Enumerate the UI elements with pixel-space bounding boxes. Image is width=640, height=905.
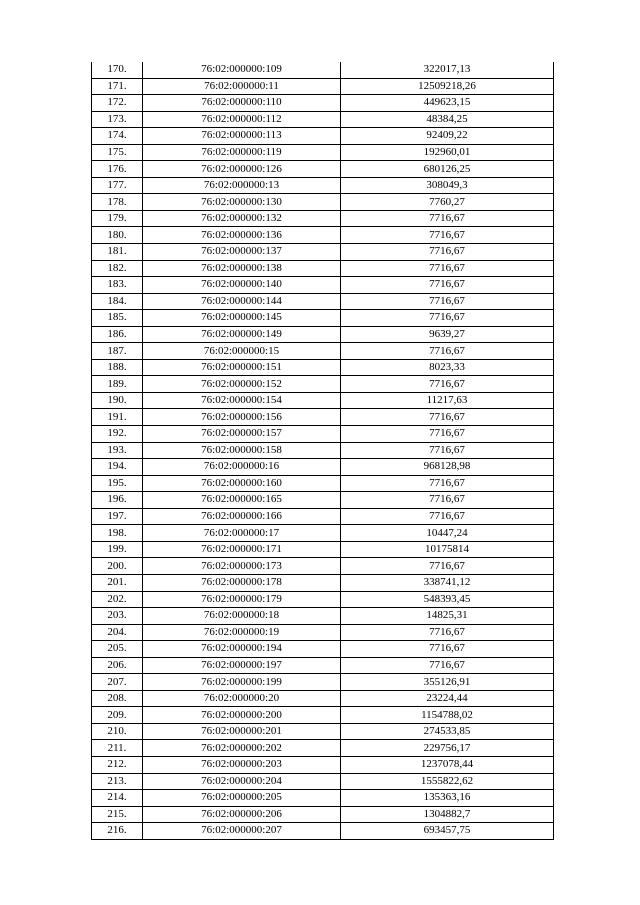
table-row	[92, 144, 554, 161]
cadastral-number-cell: 76:02:000000:203	[143, 756, 341, 773]
cadastral-number-cell: 76:02:000000:200	[143, 707, 341, 724]
cadastral-value-cell: 7716,67	[341, 244, 554, 261]
row-number-cell: 199.	[92, 541, 143, 558]
row-number-cell: 173.	[92, 111, 143, 128]
cadastral-number-cell: 76:02:000000:160	[143, 475, 341, 492]
cadastral-value-cell: 10175814	[341, 541, 554, 558]
cadastral-value-cell: 7716,67	[341, 277, 554, 294]
row-number-cell: 183.	[92, 277, 143, 294]
row-number-cell: 210.	[92, 723, 143, 740]
row-number-cell: 198.	[92, 525, 143, 542]
row-number-cell: 187.	[92, 343, 143, 360]
cadastral-number-cell: 76:02:000000:149	[143, 326, 341, 343]
table-row	[92, 492, 554, 509]
cadastral-number-cell: 76:02:000000:19	[143, 624, 341, 641]
row-number-cell: 180.	[92, 227, 143, 244]
cadastral-number-cell: 76:02:000000:119	[143, 144, 341, 161]
cadastral-number-cell: 76:02:000000:126	[143, 161, 341, 178]
cadastral-value-cell: 11217,63	[341, 392, 554, 409]
cadastral-value-cell: 7716,67	[341, 508, 554, 525]
cadastral-value-cell: 8023,33	[341, 359, 554, 376]
cadastral-number-cell: 76:02:000000:112	[143, 111, 341, 128]
row-number-cell: 190.	[92, 392, 143, 409]
table-row	[92, 376, 554, 393]
table-row	[92, 310, 554, 327]
row-number-cell: 203.	[92, 608, 143, 625]
cadastral-number-cell: 76:02:000000:20	[143, 690, 341, 707]
row-number-cell: 206.	[92, 657, 143, 674]
table-row	[92, 591, 554, 608]
table-row	[92, 194, 554, 211]
cadastral-value-cell: 7716,67	[341, 310, 554, 327]
row-number-cell: 193.	[92, 442, 143, 459]
table-row	[92, 641, 554, 658]
table-body	[92, 62, 554, 839]
cadastral-number-cell: 76:02:000000:13	[143, 177, 341, 194]
cadastral-value-cell: 680126,25	[341, 161, 554, 178]
row-number-cell: 176.	[92, 161, 143, 178]
cadastral-value-cell: 14825,31	[341, 608, 554, 625]
row-number-cell: 207.	[92, 674, 143, 691]
cadastral-number-cell: 76:02:000000:132	[143, 210, 341, 227]
cadastral-value-cell: 7716,67	[341, 641, 554, 658]
cadastral-value-cell: 338741,12	[341, 574, 554, 591]
table-row	[92, 806, 554, 823]
cadastral-number-cell: 76:02:000000:178	[143, 574, 341, 591]
table-row	[92, 475, 554, 492]
row-number-cell: 171.	[92, 78, 143, 95]
cadastral-number-cell: 76:02:000000:179	[143, 591, 341, 608]
table-row	[92, 260, 554, 277]
cadastral-value-cell: 1304882,7	[341, 806, 554, 823]
cadastral-value-cell: 1237078,44	[341, 756, 554, 773]
table-row	[92, 608, 554, 625]
cadastral-number-cell: 76:02:000000:199	[143, 674, 341, 691]
table-row	[92, 62, 554, 78]
cadastral-value-cell: 7716,67	[341, 657, 554, 674]
row-number-cell: 194.	[92, 459, 143, 476]
cadastral-number-cell: 76:02:000000:202	[143, 740, 341, 757]
cadastral-number-cell: 76:02:000000:171	[143, 541, 341, 558]
cadastral-number-cell: 76:02:000000:154	[143, 392, 341, 409]
cadastral-number-cell: 76:02:000000:152	[143, 376, 341, 393]
cadastral-value-cell: 7716,67	[341, 426, 554, 443]
cadastral-number-cell: 76:02:000000:166	[143, 508, 341, 525]
cadastral-number-cell: 76:02:000000:136	[143, 227, 341, 244]
cadastral-number-cell: 76:02:000000:16	[143, 459, 341, 476]
row-number-cell: 186.	[92, 326, 143, 343]
cadastral-value-cell: 308049,3	[341, 177, 554, 194]
cadastral-number-cell: 76:02:000000:165	[143, 492, 341, 509]
cadastral-value-cell: 12509218,26	[341, 78, 554, 95]
cadastral-value-cell: 135363,16	[341, 790, 554, 807]
table-row	[92, 790, 554, 807]
cadastral-value-cell: 7716,67	[341, 475, 554, 492]
cadastral-number-cell: 76:02:000000:144	[143, 293, 341, 310]
cadastral-number-cell: 76:02:000000:207	[143, 823, 341, 840]
cadastral-value-cell: 7716,67	[341, 343, 554, 360]
cadastral-value-cell: 7716,67	[341, 260, 554, 277]
cadastral-value-cell: 48384,25	[341, 111, 554, 128]
cadastral-value-cell: 1154788,02	[341, 707, 554, 724]
table-row	[92, 392, 554, 409]
cadastral-value-cell: 274533,85	[341, 723, 554, 740]
table-row	[92, 293, 554, 310]
cadastral-number-cell: 76:02:000000:206	[143, 806, 341, 823]
cadastral-number-cell: 76:02:000000:17	[143, 525, 341, 542]
cadastral-number-cell: 76:02:000000:158	[143, 442, 341, 459]
cadastral-number-cell: 76:02:000000:201	[143, 723, 341, 740]
row-number-cell: 214.	[92, 790, 143, 807]
row-number-cell: 188.	[92, 359, 143, 376]
row-number-cell: 205.	[92, 641, 143, 658]
cadastral-value-cell: 7716,67	[341, 210, 554, 227]
table-row	[92, 359, 554, 376]
table-row	[92, 574, 554, 591]
cadastral-value-cell: 7716,67	[341, 492, 554, 509]
cadastral-value-cell: 23224,44	[341, 690, 554, 707]
cadastral-value-cell: 7760,27	[341, 194, 554, 211]
cadastral-number-cell: 76:02:000000:197	[143, 657, 341, 674]
table-row	[92, 161, 554, 178]
table-row	[92, 177, 554, 194]
cadastral-number-cell: 76:02:000000:173	[143, 558, 341, 575]
cadastral-value-cell: 10447,24	[341, 525, 554, 542]
table-row	[92, 442, 554, 459]
table-row	[92, 707, 554, 724]
cadastral-value-cell: 7716,67	[341, 293, 554, 310]
cadastral-value-table	[91, 62, 554, 840]
cadastral-number-cell: 76:02:000000:140	[143, 277, 341, 294]
row-number-cell: 174.	[92, 128, 143, 145]
table-row	[92, 756, 554, 773]
cadastral-number-cell: 76:02:000000:11	[143, 78, 341, 95]
table-row	[92, 624, 554, 641]
row-number-cell: 209.	[92, 707, 143, 724]
table-row	[92, 111, 554, 128]
cadastral-number-cell: 76:02:000000:156	[143, 409, 341, 426]
cadastral-value-cell: 449623,15	[341, 95, 554, 112]
table-row	[92, 823, 554, 840]
cadastral-value-cell: 7716,67	[341, 409, 554, 426]
cadastral-value-cell: 7716,67	[341, 442, 554, 459]
table-row	[92, 409, 554, 426]
table-row	[92, 326, 554, 343]
table-row	[92, 657, 554, 674]
row-number-cell: 177.	[92, 177, 143, 194]
row-number-cell: 195.	[92, 475, 143, 492]
row-number-cell: 189.	[92, 376, 143, 393]
row-number-cell: 182.	[92, 260, 143, 277]
cadastral-number-cell: 76:02:000000:130	[143, 194, 341, 211]
row-number-cell: 179.	[92, 210, 143, 227]
cadastral-value-cell: 968128,98	[341, 459, 554, 476]
table-row	[92, 690, 554, 707]
table-row	[92, 244, 554, 261]
cadastral-value-cell: 7716,67	[341, 558, 554, 575]
table-row	[92, 525, 554, 542]
cadastral-value-cell: 7716,67	[341, 227, 554, 244]
cadastral-number-cell: 76:02:000000:137	[143, 244, 341, 261]
row-number-cell: 191.	[92, 409, 143, 426]
cadastral-number-cell: 76:02:000000:18	[143, 608, 341, 625]
cadastral-number-cell: 76:02:000000:110	[143, 95, 341, 112]
row-number-cell: 212.	[92, 756, 143, 773]
cadastral-value-cell: 92409,22	[341, 128, 554, 145]
cadastral-number-cell: 76:02:000000:138	[143, 260, 341, 277]
cadastral-number-cell: 76:02:000000:204	[143, 773, 341, 790]
cadastral-value-cell: 229756,17	[341, 740, 554, 757]
row-number-cell: 201.	[92, 574, 143, 591]
table-row	[92, 773, 554, 790]
table-row	[92, 227, 554, 244]
row-number-cell: 178.	[92, 194, 143, 211]
table-row	[92, 723, 554, 740]
row-number-cell: 215.	[92, 806, 143, 823]
cadastral-value-cell: 355126,91	[341, 674, 554, 691]
table-row	[92, 674, 554, 691]
cadastral-value-cell: 548393,45	[341, 591, 554, 608]
row-number-cell: 202.	[92, 591, 143, 608]
row-number-cell: 211.	[92, 740, 143, 757]
cadastral-value-cell: 9639,27	[341, 326, 554, 343]
cadastral-number-cell: 76:02:000000:109	[143, 62, 341, 78]
cadastral-value-cell: 192960,01	[341, 144, 554, 161]
table-row	[92, 508, 554, 525]
row-number-cell: 172.	[92, 95, 143, 112]
cadastral-value-cell: 322017,13	[341, 62, 554, 78]
cadastral-value-cell: 693457,75	[341, 823, 554, 840]
row-number-cell: 208.	[92, 690, 143, 707]
cadastral-number-cell: 76:02:000000:194	[143, 641, 341, 658]
row-number-cell: 213.	[92, 773, 143, 790]
table-row	[92, 558, 554, 575]
cadastral-number-cell: 76:02:000000:113	[143, 128, 341, 145]
row-number-cell: 204.	[92, 624, 143, 641]
cadastral-number-cell: 76:02:000000:145	[143, 310, 341, 327]
cadastral-number-cell: 76:02:000000:151	[143, 359, 341, 376]
row-number-cell: 197.	[92, 508, 143, 525]
row-number-cell: 181.	[92, 244, 143, 261]
cadastral-number-cell: 76:02:000000:157	[143, 426, 341, 443]
table-row	[92, 277, 554, 294]
table-row	[92, 95, 554, 112]
table-row	[92, 459, 554, 476]
cadastral-value-cell: 7716,67	[341, 624, 554, 641]
table-row	[92, 210, 554, 227]
table-row	[92, 740, 554, 757]
table-row	[92, 343, 554, 360]
row-number-cell: 170.	[92, 62, 143, 78]
cadastral-number-cell: 76:02:000000:205	[143, 790, 341, 807]
row-number-cell: 200.	[92, 558, 143, 575]
cadastral-value-cell: 7716,67	[341, 376, 554, 393]
row-number-cell: 184.	[92, 293, 143, 310]
table-row	[92, 128, 554, 145]
row-number-cell: 175.	[92, 144, 143, 161]
table-row	[92, 541, 554, 558]
cadastral-value-cell: 1555822,62	[341, 773, 554, 790]
row-number-cell: 196.	[92, 492, 143, 509]
table-row	[92, 426, 554, 443]
row-number-cell: 216.	[92, 823, 143, 840]
table-row	[92, 78, 554, 95]
row-number-cell: 192.	[92, 426, 143, 443]
cadastral-number-cell: 76:02:000000:15	[143, 343, 341, 360]
row-number-cell: 185.	[92, 310, 143, 327]
